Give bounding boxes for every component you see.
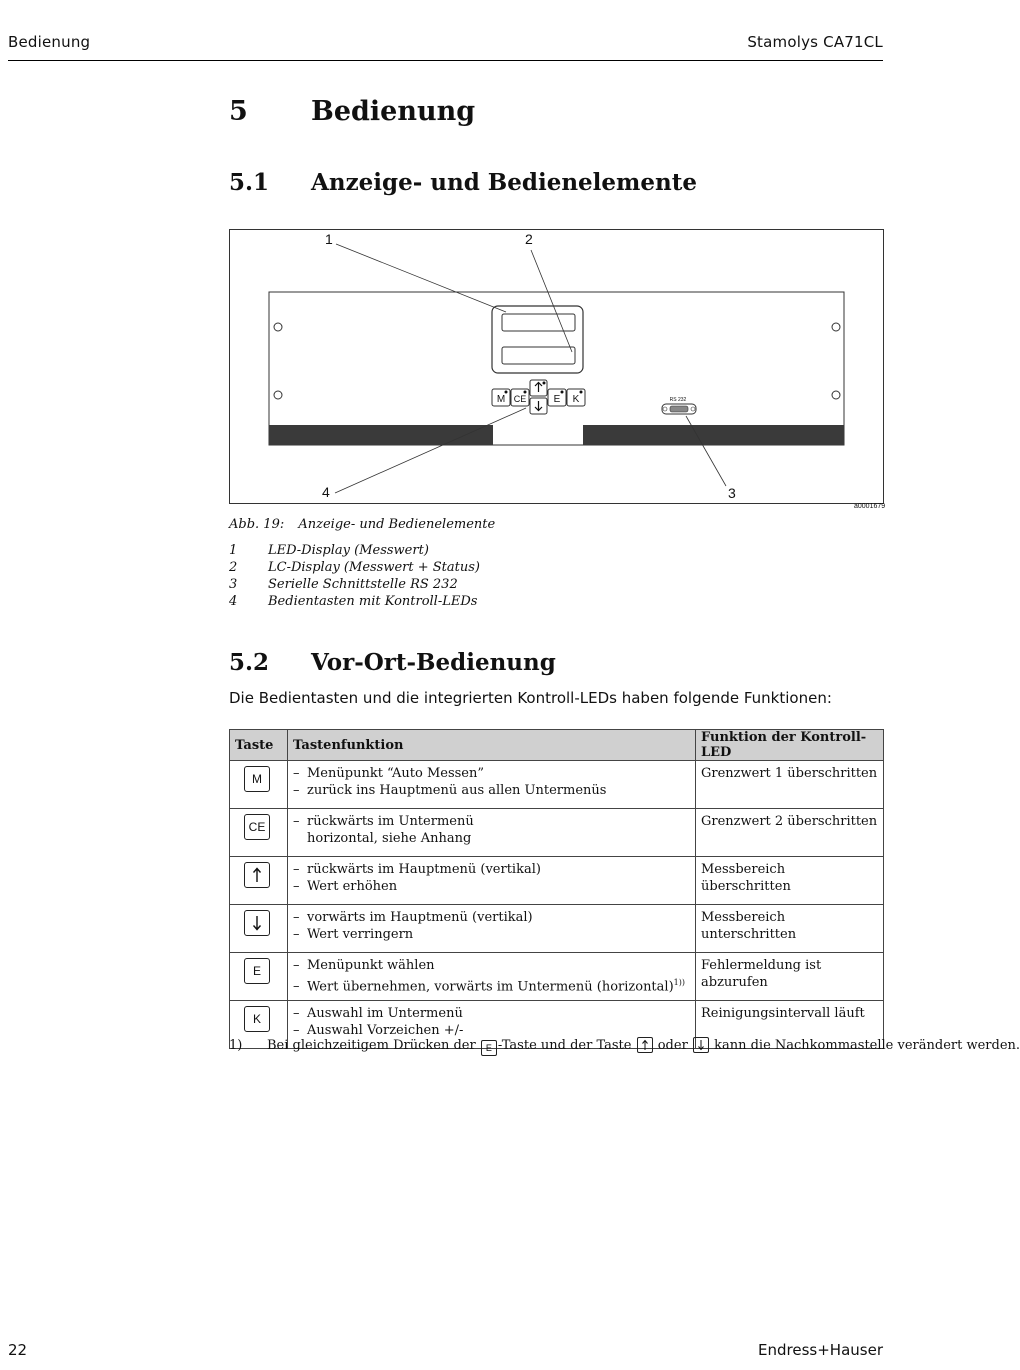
dash-marker: – — [293, 958, 300, 973]
dash-marker: – — [293, 927, 300, 942]
key-e-label: E — [553, 394, 561, 405]
lc-display — [502, 347, 575, 364]
caption-text: Anzeige- und Bedienelemente — [298, 517, 496, 532]
key-cell — [230, 953, 288, 1001]
callout-2: 2 — [525, 231, 533, 247]
arrow-up-mini-icon — [637, 1037, 653, 1053]
mounting-hole-icon — [274, 391, 282, 399]
arrow-down-icon — [244, 910, 270, 936]
chapter-title: Bedienung — [311, 96, 476, 127]
function-line — [293, 782, 691, 799]
key-e-mini-icon: E — [481, 1040, 497, 1056]
key-k-label: K — [572, 394, 580, 405]
function-text: Auswahl im Untermenü — [307, 1006, 463, 1021]
footer-brand: Endress+Hauser — [758, 1341, 883, 1359]
mounting-hole-icon — [832, 391, 840, 399]
function-cell — [288, 953, 696, 1001]
function-text: vorwärts im Hauptmenü (vertikal) — [307, 910, 533, 925]
function-text: Menüpunkt “Auto Messen” — [307, 766, 485, 781]
key-cell — [230, 809, 288, 857]
key-cell — [230, 761, 288, 809]
dash-marker: – — [293, 879, 300, 894]
function-line — [293, 830, 691, 847]
figure-id: a0001679 — [854, 503, 886, 510]
function-cell — [288, 761, 696, 809]
table-header-row — [230, 730, 884, 761]
running-header-product: Stamolys CA71CL — [747, 33, 883, 51]
function-text: Auswahl Vorzeichen +/- — [307, 1023, 464, 1038]
header-rule — [8, 60, 883, 61]
keycap-icon: K — [244, 1006, 270, 1032]
panel-strip-left — [269, 425, 493, 445]
section-intro: Die Bedientasten und die integrierten Kontroll-LEDs haben folgende Funktionen: — [229, 689, 832, 707]
callout-1: 1 — [325, 231, 333, 247]
table-row — [230, 761, 884, 809]
function-line — [293, 1005, 691, 1022]
column-header-led: Funktion der Kontroll-LED — [696, 730, 884, 761]
footnote-mark: 1) — [229, 1038, 243, 1053]
page-number: 22 — [8, 1341, 28, 1359]
function-text: Wert verringern — [307, 927, 414, 942]
dash-marker: – — [293, 766, 300, 781]
function-line — [293, 765, 691, 782]
dash-marker: – — [293, 814, 300, 829]
function-line — [293, 861, 691, 878]
led-function-cell: Reinigungsintervall läuft — [696, 1001, 884, 1049]
callout-4: 4 — [322, 484, 330, 500]
function-cell — [288, 809, 696, 857]
key-m-label: M — [496, 394, 506, 405]
arrow-down-mini-icon — [693, 1037, 709, 1053]
keycap-icon: M — [244, 766, 270, 792]
function-cell — [288, 905, 696, 953]
section-number-5-2: 5.2 — [229, 649, 270, 676]
column-header-key: Taste — [230, 730, 288, 761]
led-function-cell: Fehlermeldung ist abzurufen — [696, 953, 884, 1001]
callout-3: 3 — [728, 485, 736, 501]
function-text: Menüpunkt wählen — [307, 958, 435, 973]
function-text: rückwärts im Untermenü — [307, 814, 474, 829]
footnote — [229, 1037, 1020, 1056]
keycap-icon: E — [244, 958, 270, 984]
table-row — [230, 905, 884, 953]
keycap-icon: CE — [244, 814, 270, 840]
led-function-cell: Grenzwert 1 überschritten — [696, 761, 884, 809]
key-function-table — [229, 729, 884, 1049]
panel-strip-right — [583, 425, 844, 445]
table-row — [230, 953, 884, 1001]
caption-label: Abb. 19: — [229, 517, 285, 532]
table-row — [230, 857, 884, 905]
device-front-drawing — [230, 230, 883, 503]
function-line — [293, 926, 691, 943]
key-cell — [230, 905, 288, 953]
footnote-text-2: -Taste und der Taste — [497, 1038, 632, 1053]
dash-marker: – — [293, 1006, 300, 1021]
section-title-5-2: Vor-Ort-Bedienung — [311, 649, 556, 676]
dash-marker: – — [293, 783, 300, 798]
table-row — [230, 809, 884, 857]
section-number-5-1: 5.1 — [229, 169, 270, 196]
led-display — [502, 314, 575, 331]
function-line — [293, 878, 691, 895]
function-cell — [288, 857, 696, 905]
footnote-text-3: oder — [657, 1038, 688, 1053]
mounting-hole-icon — [832, 323, 840, 331]
dash-marker: – — [293, 910, 300, 925]
function-line — [293, 974, 691, 995]
column-header-function: Tastenfunktion — [288, 730, 696, 761]
dash-marker: – — [293, 979, 300, 995]
arrow-up-icon — [244, 862, 270, 888]
footnote-text-4: kann die Nachkommastelle verändert werden. — [714, 1038, 1020, 1053]
footnote-text-1: Bei gleichzeitigem Drücken der — [267, 1038, 476, 1053]
chapter-number: 5 — [229, 96, 248, 127]
function-text: rückwärts im Hauptmenü (vertikal) — [307, 862, 541, 877]
section-title-5-1: Anzeige- und Bedienelemente — [311, 169, 698, 196]
led-function-cell: Messbereich überschritten — [696, 857, 884, 905]
function-text: zurück ins Hauptmenü aus allen Untermenüs — [307, 783, 607, 798]
key-ce-label: CE — [513, 394, 527, 404]
function-line — [293, 813, 691, 830]
function-text: Wert erhöhen — [307, 879, 398, 894]
mounting-hole-icon — [274, 323, 282, 331]
dash-marker: – — [293, 1023, 300, 1038]
led-function-cell: Grenzwert 2 überschritten — [696, 809, 884, 857]
function-line — [293, 909, 691, 926]
device-front-figure — [229, 229, 884, 504]
function-text: Wert übernehmen, vorwärts im Untermenü (horizontal) — [307, 979, 674, 995]
port-label: RS 232 — [669, 397, 687, 403]
dash-marker: – — [293, 862, 300, 877]
footnote-ref: 1)) — [673, 978, 685, 987]
function-line — [293, 957, 691, 974]
running-header-section: Bedienung — [8, 33, 91, 51]
led-function-cell: Messbereich unterschritten — [696, 905, 884, 953]
function-text: horizontal, siehe Anhang — [307, 831, 472, 846]
figure-caption — [229, 517, 495, 532]
key-cell — [230, 857, 288, 905]
